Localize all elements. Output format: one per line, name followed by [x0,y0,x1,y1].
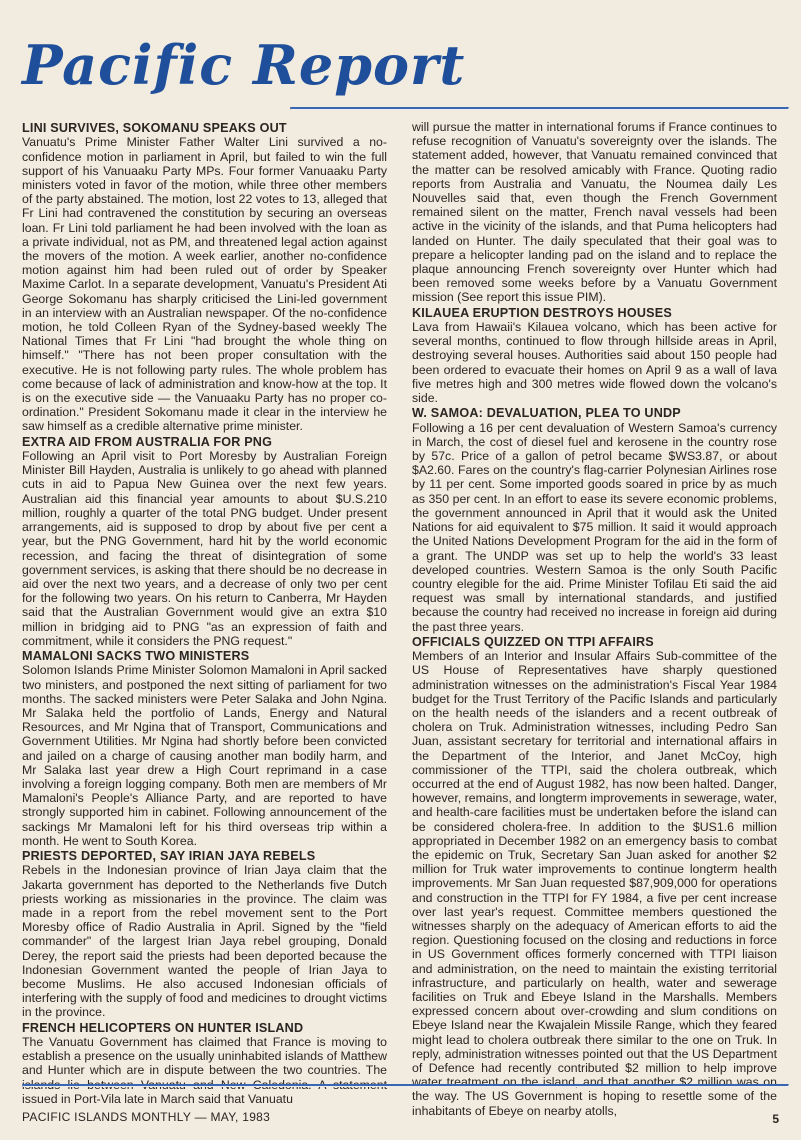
left-column [22,120,387,1120]
article-body: Following an April visit to Port Moresby by Australian Foreign Minister Bill Hayden, Australia is unlikely to go ahead with planned cuts in aid to Papua New Guinea over the next few years. Australian aid this financial year amounts to about $U.S.210 million, roughly a quarter of the total PNG budget. Under present arrangements, aid is supposed to drop by about five per cent a year, but the PNG Government, hard hit by the world economic recession, and facing the threat of disintegration of some government services, is asking that there should be no decrease in aid over the next two years, and a decrease of only two per cent for the following two years. On his return to Canberra, Mr Hayden said that the Australian Government would give an extra $10 million in bridging aid to PNG "as an expression of faith and commitment, while it considers the PNG request." [22,449,387,648]
right-column [412,120,777,1120]
page-number: 5 [772,1112,779,1126]
article-heading: FRENCH HELICOPTERS ON HUNTER ISLAND [22,1020,304,1035]
article-body: Vanuatu's Prime Minister Father Walter Lini survived a no-confidence motion in parliament in April, but failed to win the full support of his Vanuaaku Party MPs. Four former Vanuaaku Party ministers voted in favor of the motion, while three other members of the party abstained. The motion, lost 22 votes to 13, alleged that Fr Lini had contravened the constitution by securing an overseas loan. Fr Lini told parliament he had been involved with the loan as a private individual, not as PM, and threatened legal action against the movers of the motion. A week earlier, another no-confidence motion against him had been ruled out of order by Speaker Maxime Carlot. In a separate development, Vanuatu's President Ati George Sokomanu has sharply criticised the Lini-led government in an interview with an Australian newspaper. Of the no-confidence motion, he told Colleen Ryan of the Sydney-based weekly The National Times that Fr Lini "had brought the whole thing on himself." "There has not been proper consultation with the executive. He is not following party rules. The whole problem has come because of lack of administration and know-how at the top. It is on the executive side — the Vanuaaku Party has no proper co-ordination." President Sokomanu made it clear in the interview he saw himself as a credible alternative prime minister. [22,135,387,434]
article-body: Following a 16 per cent devaluation of Western Samoa's currency in March, the cost of diesel fuel and kerosene in the country rose by 57c. Price of a gallon of petrol became $WS3.87, or about $A2.60. Fares on the country's flag-carrier Polynesian Airlines rose by 11 per cent. Some imported goods soared in price by as much as 350 per cent. In an effort to ease its severe economic problems, the government announced in April that it would ask the United Nations for aid equivalent to $75 million. It said it would approach the United Nations Development Program for the aid in the form of a grant. The UNDP was set up to help the world's 33 least developed countries. Western Samoa is the only South Pacific country elegible for the aid. Prime Minister Tofilau Eti said the aid request was small by international standards, and justified because the country had received no increase in foreign aid during the past three years. [412,420,777,634]
masthead-rule [290,107,789,110]
article-heading: EXTRA AID FROM AUSTRALIA FOR PNG [22,434,273,449]
article-heading: W. SAMOA: DEVALUATION, PLEA TO UNDP [412,406,681,421]
article-body: Rebels in the Indonesian province of Irian Jaya claim that the Jakarta government has deported to the Netherlands five Dutch priests working as missionaries in the province. The claim was made in a report from the rebel movement sent to the Port Moresby office of Radio Australia in April. Signed by the "field commander" of the largest Irian Jaya rebel grouping, Donald Derey, the report said the priests had been deported because the Indonesian Government wanted the people of Irian Jaya to become Muslims. He also accused Indonesian officials of interfering with the supply of food and medicines to drought victims in the province. [22,863,387,1020]
article-body: Members of an Interior and Insular Affairs Sub-committee of the US House of Representatives have sharply questioned administration witnesses on the administration's Fiscal Year 1984 budget for the Trust Territory of the Pacific Islands and particularly on the health needs of the islanders and a recent outbreak of cholera on Truk. Administration witnesses, including Pedro San Juan, assistant secretary for territorial and international affairs in the Department of the Interior, and Janet McCoy, high commissioner of the TTPI, said the cholera outbreak, which occurred at the end of August 1982, has now been halted. Danger, however, remains, and longterm improvements in sewerage, water, and health-care facilities must be undertaken before the island can be considered cholera-free. In addition to the $US1.6 million appropriated in December 1982 on an emergency basis to combat the epidemic on Truk, Secretary San Juan asked for another $2 million for Truk water improvements to continue longterm health improvements. Mr San Juan requested $87,909,000 for operations and construction in the TTPI for FY 1984, a five per cent increase over last year's request. Committee members questioned the witnesses sharply on the adequacy of American efforts to aid the region. Questioning focused on the closing and reductions in force in US Government offices formerly concerned with TTPI liaison and administration, on the need to maintain the existing territorial infrastructure, and particularly on health, water and sewerage facilities on Truk and Ebeye Island in the Marshalls. Members expressed concern about over-crowding and slum conditions on Ebeye Island near the Kwajalein Missile Range, which they feared might lead to cholera outbreak there similar to the one on Truk. In reply, administration witnesses pointed out that the US Department of Defence had recently contributed $2 million to help improve water treatment on the island, and that another $2 million was on the way. The US Government is hoping to resettle some of the inhabitants of Ebeye on nearby atolls, [412,649,777,1118]
article-body: The Vanuatu Government has claimed that France is moving to establish a presence on the usually uninhabited islands of Matthew and Hunter which are in dispute between the two countries. The islands lie between Vanuatu and New Caledonia. A statement issued in Port-Vila late in March said that Vanuatu [22,1035,387,1106]
article-heading: PRIESTS DEPORTED, SAY IRIAN JAYA REBELS [22,848,316,863]
footer-publication: PACIFIC ISLANDS MONTHLY — MAY, 1983 [22,1110,271,1124]
article-body: Lava from Hawaii's Kilauea volcano, which has been active for several months, continued to flow through hillside areas in April, destroying several houses. Authorities said about 150 people had been ordered to evacuate their homes on April 9 as a wall of lava five metres high and 300 metres wide flowed down the volcano's side. [412,320,777,406]
article-heading: LINI SURVIVES, SOKOMANU SPEAKS OUT [22,121,287,135]
article-body: will pursue the matter in international forums if France continues to refuse recognition of Vanuatu's sovereignty over the islands. The statement added, however, that Vanuatu remained convinced that the matter can be resolved amicably with France. Quoting radio reports from Australia and Vanuatu, the Noumea daily Les Nouvelles said that, even though the French Government remained silent on the matter, French naval vessels had been active in the vicinity of the islands, and that Puma helicopters had landed on Hunter. The daily speculated that their goal was to prepare a helicopter landing pad on the island and to replace the plaque announcing French sovereignty over Hunter which had been removed some weeks before by a Vanuatu Government mission (See report this issue PIM). [412,120,777,305]
article-body: Solomon Islands Prime Minister Solomon Mamaloni in April sacked two ministers, and postponed the next sitting of parliament for two months. The sacked ministers were Peter Salaka and John Ngina. Mr Salaka held the portfolio of Lands, Energy and Natural Resources, and Mr Ngina that of Transport, Communications and Government Utilities. Mr Ngina had shortly before been convicted and jailed on a charge of causing another man bodily harm, and Mr Salaka last year drew a High Court reprimand in a case involving a foreign logging company. Both men are members of Mr Mamaloni's People's Alliance Party, and are reported to have strongly supported him in cabinet. Following announcement of the sackings Mr Mamaloni left for his third overseas trip within a month. He went to South Korea. [22,663,387,848]
article-heading: MAMALONI SACKS TWO MINISTERS [22,648,250,663]
article-heading: KILAUEA ERUPTION DESTROYS HOUSES [412,305,672,320]
article-heading: OFFICIALS QUIZZED ON TTPI AFFAIRS [412,634,654,649]
footer-rule [22,1084,789,1087]
masthead-logo: Pacific Report [22,33,466,97]
